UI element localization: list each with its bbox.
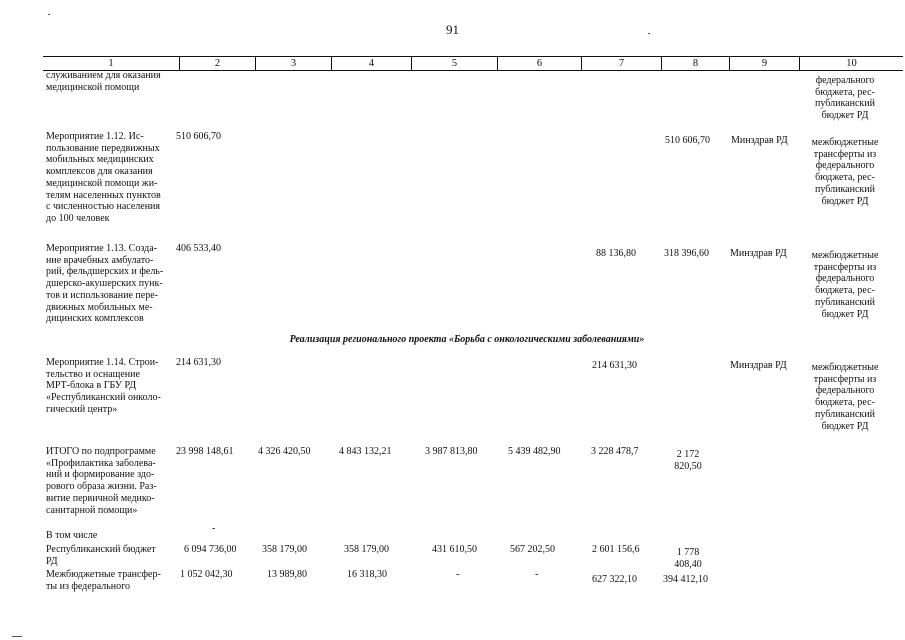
rb-row-col5: 431 610,50	[432, 544, 477, 555]
header-col-9: 9	[729, 57, 799, 70]
mbt-row-col3: 13 989,80	[267, 569, 307, 580]
mbt-row-col5: -	[456, 569, 460, 580]
rb-row-col6: 567 202,50	[510, 544, 555, 555]
mbt-row-col4: 16 318,30	[347, 569, 387, 580]
row-1-14-total: 214 631,30	[176, 357, 221, 368]
header-col-6: 6	[497, 57, 581, 70]
header-col-3: 3	[255, 57, 331, 70]
rb-row-col3: 358 179,00	[262, 544, 307, 555]
mbt-row-col6: -	[535, 569, 539, 580]
total-row-description: ИТОГО по подпрограмме «Профилактика заболева- ний и формирование здо- рового образа жизни. Раз- витие первичной медико- санитарной помощи»	[46, 446, 157, 516]
row-1-14-col7: 214 631,30	[592, 360, 637, 371]
scan-speck	[648, 33, 650, 34]
including-label: В том числе	[46, 530, 98, 541]
table-header	[43, 56, 903, 71]
mbt-row-description: Межбюджетные трансфер- ты из федерального	[46, 569, 161, 592]
header-col-10: 10	[799, 57, 903, 70]
page-number: 91	[446, 22, 459, 37]
header-col-2: 2	[179, 57, 255, 70]
row-1-14-description: Мероприятие 1.14. Строи- тельство и оснащение МРТ-блока в ГБУ РД «Республиканский онколо- гический центр»	[46, 357, 161, 415]
row-1-14-source: межбюджетные трансферты из федерального бюджета, рес- публиканский бюджет РД	[811, 362, 879, 432]
mbt-row-col2: 1 052 042,30	[180, 569, 233, 580]
total-row-col2: 23 998 148,61	[176, 446, 234, 457]
mbt-row-col8: 394 412,10	[663, 574, 708, 585]
cont-row-source: федерального бюджета, рес- публиканский бюджет РД	[815, 75, 875, 122]
row-1-12-col8: 510 606,70	[665, 135, 710, 146]
total-row-col5: 3 987 813,80	[425, 446, 478, 457]
total-row-col3: 4 326 420,50	[258, 446, 311, 457]
row-1-14-executor: Минздрав РД	[730, 360, 787, 371]
rb-row-col8: 1 778 408,40	[674, 547, 702, 570]
header-col-7: 7	[581, 57, 661, 70]
row-1-13-source: межбюджетные трансферты из федерального бюджета, рес- публиканский бюджет РД	[811, 250, 879, 320]
total-row-col4: 4 843 132,21	[339, 446, 392, 457]
header-col-4: 4	[331, 57, 411, 70]
rb-row-col7: 2 601 156,6	[592, 544, 640, 555]
row-1-12-executor: Минздрав РД	[731, 135, 788, 146]
cont-row-description: служиванием для оказания медицинской помощи	[46, 70, 161, 93]
row-1-12-source: межбюджетные трансферты из федерального бюджета, рес- публиканский бюджет РД	[811, 137, 879, 207]
header-col-5: 5	[411, 57, 497, 70]
total-row-col8: 2 172 820,50	[674, 449, 702, 472]
total-row-col7: 3 228 478,7	[591, 446, 639, 457]
rb-row-col2: 6 094 736,00	[184, 544, 237, 555]
rb-row-description: Республиканский бюджет РД	[46, 544, 156, 567]
total-row-col6: 5 439 482,90	[508, 446, 561, 457]
header-col-1: 1	[108, 58, 114, 69]
row-1-12-description: Мероприятие 1.12. Ис- пользование передвижных мобильных медицинских комплексов для оказания медицинской помощи жи- телям населенных пунктов с численностью населения до 100 человек	[46, 131, 161, 224]
row-1-12-total: 510 606,70	[176, 131, 221, 142]
row-1-13-col7: 88 136,80	[596, 248, 636, 259]
row-1-13-total: 406 533,40	[176, 243, 221, 254]
row-1-13-executor: Минздрав РД	[730, 248, 787, 259]
scan-speck	[48, 14, 50, 15]
header-col-8: 8	[661, 57, 729, 70]
rb-row-col4: 358 179,00	[344, 544, 389, 555]
dash-mark: -	[212, 523, 216, 534]
row-1-13-col8: 318 396,60	[664, 248, 709, 259]
mbt-row-col7: 627 322,10	[592, 574, 637, 585]
scan-speck	[12, 636, 22, 637]
row-1-13-description: Мероприятие 1.13. Созда- ние врачебных амбулато- рий, фельдшерских и фель- дшерско-акушерских пунк- тов и использование пере- движных мобильных ме- дицинских комплексов	[46, 243, 164, 325]
section-title: Реализация регионального проекта «Борьба с онкологическими заболеваниями»	[289, 334, 645, 345]
